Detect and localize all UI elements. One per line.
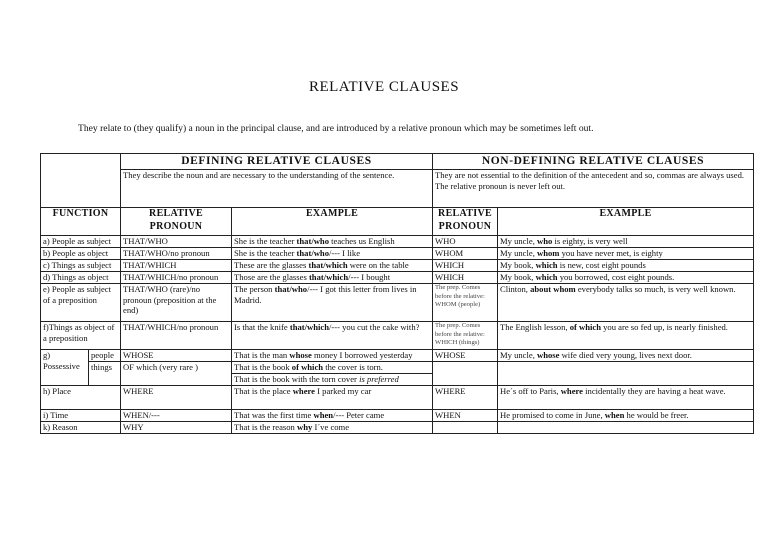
example-text: teaches us English: [329, 236, 395, 246]
pronoun-cell: THAT/WHICH: [121, 260, 232, 272]
example-pronoun: whose: [537, 350, 560, 360]
nd-pronoun-cell: WHOSE: [433, 350, 498, 362]
pronoun-cell: WHY: [121, 422, 232, 434]
corner-cell: [41, 154, 121, 208]
example-text: the cover is torn.: [323, 362, 383, 372]
example-text: Clinton,: [500, 284, 531, 294]
example-pronoun: where: [292, 386, 315, 396]
example-text: She is the teacher: [234, 236, 297, 246]
example-text: you are so fed up, is nearly finished.: [600, 322, 728, 332]
function-cell: g) Possessive: [41, 350, 89, 386]
table-row: [41, 284, 754, 322]
example-cell: [232, 272, 433, 284]
nd-example-cell: [498, 260, 754, 272]
example-pronoun: that/which: [308, 272, 349, 282]
table-row: [41, 386, 754, 410]
pronoun-cell: THAT/WHO: [121, 236, 232, 248]
example-text: My book,: [500, 260, 536, 270]
non-defining-description-2: The relative pronoun is never left out.: [435, 180, 566, 191]
example-cell: [232, 284, 433, 322]
example-text: The person: [234, 284, 275, 294]
function-cell: k) Reason: [41, 422, 121, 434]
nd-example-cell: [498, 362, 754, 386]
non-defining-header: NON-DEFINING RELATIVE CLAUSES: [433, 154, 754, 170]
subfunction-cell: people: [89, 350, 121, 362]
example-text: is new, cost eight pounds: [557, 260, 646, 270]
nd-example-cell: [498, 386, 754, 410]
page-title: RELATIVE CLAUSES: [308, 79, 460, 95]
table-row: [41, 260, 754, 272]
pronoun-cell: WHERE: [121, 386, 232, 410]
nd-example-cell: [498, 322, 754, 350]
example-cell: [232, 350, 433, 362]
table-row: [41, 350, 754, 362]
pronoun-cell: THAT/WHICH/no pronoun: [121, 322, 232, 350]
example-text: My uncle,: [500, 248, 537, 258]
example-text: He´s off to Paris,: [500, 386, 561, 396]
example-pronoun: who: [537, 236, 553, 246]
nd-relative-pronoun-header-line2: PRONOUN: [438, 220, 492, 232]
function-cell: b) People as object: [41, 248, 121, 260]
nd-pronoun-cell: [433, 362, 498, 386]
example-text: /--- you cut the cake with?: [329, 322, 420, 332]
example-cell: [232, 248, 433, 260]
example-pronoun: that/who: [274, 284, 308, 294]
example-pronoun: why: [297, 422, 313, 432]
example-cell: [232, 386, 433, 410]
relative-pronoun-header-line2: PRONOUN: [149, 220, 203, 232]
nd-preposition-note: The prep. Comes before the relative: WHOM (people): [433, 284, 498, 322]
example-pronoun: of which: [569, 322, 601, 332]
example-pronoun: of which: [291, 362, 324, 372]
example-text: That was the first time: [234, 410, 314, 420]
example-text: The English lesson,: [500, 322, 570, 332]
example-text: Is that the knife: [234, 322, 290, 332]
example-pronoun: that/which: [308, 260, 348, 270]
non-defining-description-1: They are not essential to the definition of the antecedent and so, commas are always used.: [435, 170, 745, 180]
function-cell: e) People as subject of a preposition: [41, 284, 121, 322]
function-cell: h) Place: [41, 386, 121, 410]
nd-pronoun-cell: [433, 422, 498, 434]
example-text: incidentally they are having a heat wave.: [583, 386, 726, 396]
example-text: wife died very young, lives next door.: [559, 350, 692, 360]
nd-relative-pronoun-header: [433, 208, 498, 236]
example-text: That is the book with the torn cover: [234, 374, 360, 384]
pronoun-cell: THAT/WHO/no pronoun: [121, 248, 232, 260]
example-text: he would be freer.: [624, 410, 689, 420]
example-text: My uncle,: [500, 236, 537, 246]
example-pronoun: that/which: [289, 322, 329, 332]
table-row: [41, 322, 754, 350]
non-defining-description: [433, 170, 754, 208]
example-text: These are the glasses: [234, 260, 309, 270]
example-note: is preferred: [359, 374, 399, 384]
nd-example-cell: [498, 236, 754, 248]
table-row: [41, 272, 754, 284]
example-text: /--- I bought: [348, 272, 391, 282]
pronoun-cell: OF which (very rare ): [121, 362, 232, 386]
nd-example-cell: [498, 248, 754, 260]
nd-pronoun-cell: WHERE: [433, 386, 498, 410]
example-text: /--- Peter came: [333, 410, 385, 420]
function-cell: i) Time: [41, 410, 121, 422]
nd-pronoun-cell: WHOM: [433, 248, 498, 260]
nd-example-cell: [498, 284, 754, 322]
nd-pronoun-cell: WHICH: [433, 272, 498, 284]
nd-example-cell: [498, 272, 754, 284]
example-text: were on the table: [347, 260, 409, 270]
pronoun-cell: THAT/WHICH/no pronoun: [121, 272, 232, 284]
example-pronoun: when: [604, 410, 625, 420]
example-text: She is the teacher: [234, 248, 297, 258]
example-text: is eighty, is very well: [552, 236, 628, 246]
example-text: He promised to come in June,: [500, 410, 605, 420]
subfunction-cell: things: [89, 362, 121, 386]
example-pronoun: whom: [537, 248, 560, 258]
example-pronoun: whose: [289, 350, 312, 360]
nd-example-header: EXAMPLE: [498, 208, 754, 236]
example-text: I parked my car: [314, 386, 372, 396]
defining-header: DEFINING RELATIVE CLAUSES: [121, 154, 433, 170]
defining-description: They describe the noun and are necessary to the understanding of the sentence.: [121, 170, 433, 208]
example-pronoun: which: [535, 272, 558, 282]
function-header: FUNCTION: [41, 208, 121, 236]
example-cell: [232, 422, 433, 434]
table-row: [41, 248, 754, 260]
example-text: money I borrowed yesterday: [311, 350, 413, 360]
table-row: [41, 236, 754, 248]
relative-clauses-table: [40, 153, 754, 434]
nd-example-cell: [498, 422, 754, 434]
example-pronoun: which: [535, 260, 558, 270]
example-header: EXAMPLE: [232, 208, 433, 236]
example-text: /--- I got this letter from lives in Madrid.: [234, 284, 417, 305]
function-cell: a) People as subject: [41, 236, 121, 248]
example-text: That is the reason: [234, 422, 298, 432]
example-cell: [232, 322, 433, 350]
example-pronoun: where: [560, 386, 583, 396]
example-text: My book,: [500, 272, 536, 282]
relative-pronoun-header: [121, 208, 232, 236]
nd-relative-pronoun-header-line1: RELATIVE: [438, 208, 492, 219]
example-pronoun: about whom: [530, 284, 576, 294]
example-text: That is the place: [234, 386, 293, 396]
example-text: That is the book: [234, 362, 292, 372]
table-row: [41, 410, 754, 422]
pronoun-cell: WHEN/---: [121, 410, 232, 422]
example-text: Those are the glasses: [234, 272, 309, 282]
table-row: [41, 362, 754, 374]
function-cell: f)Things as object of a preposition: [41, 322, 121, 350]
table-row: [41, 422, 754, 434]
example-text: I´ve come: [312, 422, 350, 432]
example-cell: [232, 362, 433, 374]
example-text: /--- I like: [329, 248, 361, 258]
example-cell: [232, 374, 433, 386]
example-text: That is the man: [234, 350, 290, 360]
pronoun-cell: THAT/WHO (rare)/no pronoun (preposition at the end): [121, 284, 232, 322]
example-pronoun: that/who: [296, 236, 330, 246]
intro-text: They relate to (they qualify) a noun in the principal clause, and are introduced by a relative pronoun which may be sometimes left out.: [78, 123, 594, 134]
function-cell: d) Things as object: [41, 272, 121, 284]
example-cell: [232, 260, 433, 272]
pronoun-cell: WHOSE: [121, 350, 232, 362]
nd-preposition-note: The prep. Comes before the relative: WHICH (things): [433, 322, 498, 350]
nd-pronoun-cell: WHEN: [433, 410, 498, 422]
nd-pronoun-cell: WHICH: [433, 260, 498, 272]
example-pronoun: that/who: [296, 248, 330, 258]
example-cell: [232, 410, 433, 422]
nd-example-cell: [498, 410, 754, 422]
example-text: everybody talks so much, is very well known.: [575, 284, 736, 294]
example-text: you have never met, is eighty: [559, 248, 663, 258]
example-cell: [232, 236, 433, 248]
example-pronoun: when: [313, 410, 334, 420]
example-text: My uncle,: [500, 350, 537, 360]
nd-example-cell: [498, 350, 754, 362]
nd-pronoun-cell: WHO: [433, 236, 498, 248]
example-text: you borrowed, cost eight pounds.: [557, 272, 675, 282]
relative-pronoun-header-line1: RELATIVE: [149, 208, 203, 219]
function-cell: c) Things as subject: [41, 260, 121, 272]
